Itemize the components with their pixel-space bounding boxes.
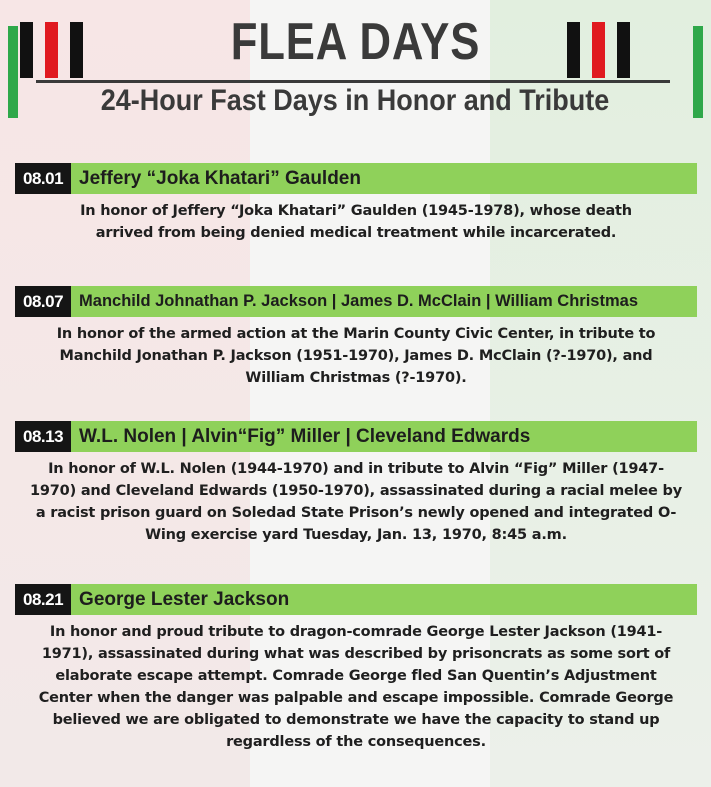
right-green-stripe <box>693 26 703 118</box>
entry-header <box>15 421 697 452</box>
date-badge: 08.07 <box>15 286 71 317</box>
entry-names: W.L. Nolen | Alvin“Fig” Miller | Cleveland Edwards <box>79 425 531 447</box>
title-divider <box>36 80 670 83</box>
flyer-header <box>0 0 711 150</box>
date-badge: 08.13 <box>15 421 71 452</box>
left-green-stripe <box>8 26 18 118</box>
entry-0821 <box>15 584 697 753</box>
page-title: FLEA DAYS <box>230 13 481 71</box>
entry-names: George Lester Jackson <box>79 588 290 610</box>
entry-names: Manchild Johnathan P. Jackson | James D. McClain | William Christmas <box>79 292 638 310</box>
entry-description: In honor of Jeffery “Joka Khatari” Gaulden (1945-1978), whose death arrived from being denied medical treatment while incarcerated. <box>80 203 632 241</box>
entry-description: In honor and proud tribute to dragon-comrade George Lester Jackson (1941-1971), assassinated during what was described by prisoncrats as some sort of elaborate escape attempt. Comrade George fled San Quentin’s Adjustment Center when the danger was palpable and escape impossible. Comrade George believed we are obligated to demonstrate we have the capacity to stand up regardless of the consequences. <box>38 624 674 750</box>
entry-header <box>15 163 697 194</box>
entry-header <box>15 286 697 317</box>
entry-description: In honor of the armed action at the Marin County Civic Center, in tribute to Manchild Jonathan P. Jackson (1951-1970), James D. McClain (?-1970), and William Christmas (?-1970). <box>56 326 656 386</box>
entry-names: Jeffery “Joka Khatari” Gaulden <box>79 167 361 189</box>
entry-header <box>15 584 697 615</box>
black-bar <box>20 22 33 78</box>
entry-0801 <box>15 163 697 244</box>
date-badge: 08.01 <box>15 163 71 194</box>
entry-description: In honor of W.L. Nolen (1944-1970) and in tribute to Alvin “Fig” Miller (1947-1970) and Cleveland Edwards (1950-1970), assassinated during a racial melee by a racist prison guard on Soledad State Prison’s newly opened and integrated O-Wing exercise yard Tuesday, Jan. 13, 1970, 8:45 a.m. <box>30 461 682 543</box>
entry-0807 <box>15 286 697 389</box>
entry-0813 <box>15 421 697 546</box>
date-badge: 08.21 <box>15 584 71 615</box>
page-subtitle: 24-Hour Fast Days in Honor and Tribute <box>100 84 610 117</box>
